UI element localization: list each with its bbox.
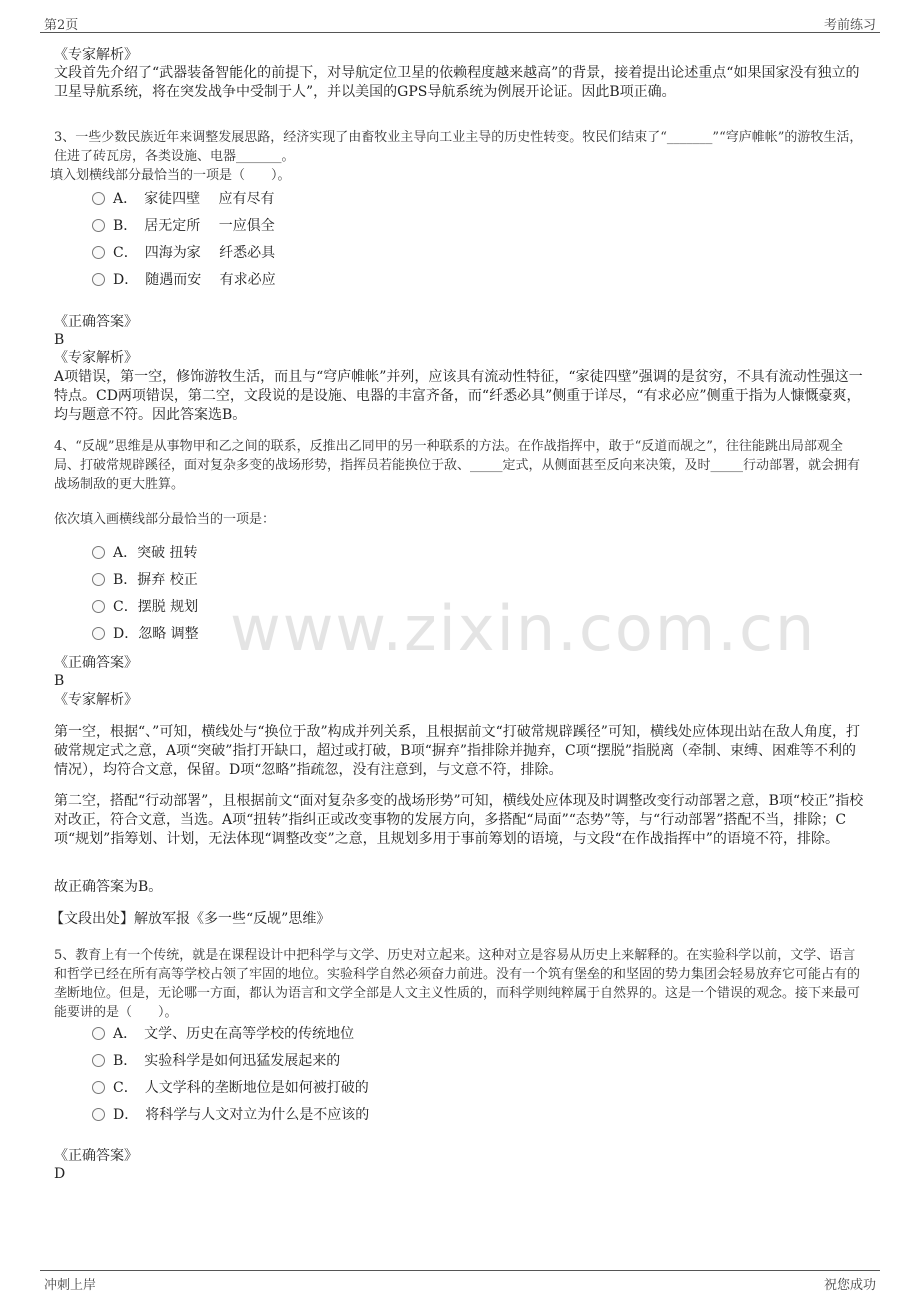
page-number: 第2页: [44, 18, 79, 33]
q4-option-a[interactable]: A．突破 扭转: [92, 542, 198, 564]
radio-icon[interactable]: [92, 273, 105, 286]
q3-analysis: A项错误，第一空，修饰游牧生活，而且与“穹庐帷帐”并列，应该具有流动性特征，“家徒四壁”强调的是贫穷，不具有流动性强这一特点。CD两项错误，第二空，文段说的是设施、电器的丰富齐备，而“纤悉必具”侧重于详尽，“有求必应”侧重于指为人慷慨豪爽，均与题意不符。因此答案选B。: [54, 369, 863, 423]
q4-analysis-p3: 故正确答案为B。: [54, 879, 163, 895]
radio-icon[interactable]: [92, 1081, 105, 1094]
watermark: www.zixin.com.cn: [230, 592, 817, 665]
radio-icon[interactable]: [92, 1027, 105, 1040]
q5-option-b[interactable]: B． 实验科学是如何迅猛发展起来的: [92, 1050, 340, 1072]
q4-option-d[interactable]: D．忽略 调整: [92, 623, 199, 645]
q3-option-a[interactable]: A． 家徒四壁 应有尽有: [92, 188, 275, 210]
footer-left: 冲刺上岸: [44, 1278, 97, 1293]
q4-option-c[interactable]: C．摆脱 规划: [92, 596, 198, 618]
q4-analysis-p2: 第二空，搭配“行动部署”，且根据前文“面对复杂多变的战场形势”可知，横线处应体现及时调整改变行动部署之意，B项“校正”指校对改正，符合文意，当选。A项“扭转”指纠正或改变事物的发展方向，多搭配“局面”“态势”等，与“行动部署”搭配不当，排除；C项“规划”指筹划、计划，无法体现“调整改变”之意，且规划多用于事前筹划的语境，与文段“在作战指挥中”的语境不符，排除。: [54, 793, 864, 847]
header-title: 考前练习: [823, 18, 876, 33]
q5-option-a[interactable]: A． 文学、历史在高等学校的传统地位: [92, 1023, 354, 1045]
radio-icon[interactable]: [92, 192, 105, 205]
q3-analysis-label: 《专家解析》: [54, 350, 138, 366]
q4-stem: 4、“反觇”思维是从事物甲和乙之间的联系，反推出乙同甲的另一种联系的方法。在作战指挥中，敢于“反道而觇之”，往往能跳出局部观全局、打破常规辟蹊径，面对复杂多变的战场形势，指挥员若能换位于敌、_____定式，从侧面甚至反向来决策，及时_____行动部署，就会拥有战场制敌的更大胜算。: [54, 439, 861, 492]
footer-right: 祝您成功: [823, 1278, 876, 1293]
q5-option-d[interactable]: D． 将科学与人文对立为什么是不应该的: [92, 1104, 369, 1126]
radio-icon[interactable]: [92, 546, 105, 559]
q3-answer: B: [54, 332, 65, 348]
q3-option-c[interactable]: C． 四海为家 纤悉必具: [92, 242, 275, 264]
page-header: [40, 8, 880, 33]
q2-analysis-label: 《专家解析》: [54, 47, 138, 63]
q3-prompt: 填入划横线部分最恰当的一项是（ ）。: [50, 168, 291, 183]
q4-answer: B: [54, 673, 65, 689]
radio-icon[interactable]: [92, 600, 105, 613]
radio-icon[interactable]: [92, 1108, 105, 1121]
radio-icon[interactable]: [92, 1054, 105, 1067]
q5-answer: D: [54, 1166, 66, 1182]
radio-icon[interactable]: [92, 573, 105, 586]
q4-source: 【文段出处】解放军报《多一些“反觇”思维》: [50, 911, 331, 927]
q4-answer-label: 《正确答案》: [54, 655, 138, 671]
q4-analysis-label: 《专家解析》: [54, 692, 138, 708]
q5-stem: 5、教育上有一个传统，就是在课程设计中把科学与文学、历史对立起来。这种对立是容易从历史上来解释的。在实验科学以前，文学、语言和哲学已经在所有高等学校占领了牢固的地位。实验科学自然必须奋力前进。没有一个筑有堡垒的和坚固的势力集团会轻易放弃它可能占有的垄断地位。但是，无论哪一方面，都认为语言和文学全部是人文主义性质的，而科学则纯粹属于自然界的。这是一个错误的观念。接下来最可能要讲的是（ ）。: [54, 948, 861, 1020]
q3-option-b[interactable]: B． 居无定所 一应俱全: [92, 215, 275, 237]
radio-icon[interactable]: [92, 246, 105, 259]
q3-answer-label: 《正确答案》: [54, 314, 138, 330]
q3-stem: 3、一些少数民族近年来调整发展思路，经济实现了由畜牧业主导向工业主导的历史性转变。牧民们结束了“_______”“穹庐帷帐”的游牧生活，住进了砖瓦房，各类设施、电器_______。: [54, 130, 863, 164]
q5-answer-label: 《正确答案》: [54, 1148, 138, 1164]
q4-option-b[interactable]: B．摒弃 校正: [92, 569, 198, 591]
q4-prompt: 依次填入画横线部分最恰当的一项是：: [54, 512, 276, 527]
q4-analysis-p1: 第一空，根据“、”可知，横线处与“换位于敌”构成并列关系，且根据前文“打破常规辟蹊径”可知，横线处应体现出站在敌人角度，打破常规定式之意，A项“突破”指打开缺口，超过或打破，B项“摒弃”指排除并抛弃，C项“摆脱”指脱离（牵制、束缚、困难等不利的情况），均符合文意，保留。D项“忽略”指疏忽，没有注意到，与文意不符，排除。: [54, 724, 860, 778]
q2-analysis: 文段首先介绍了“武器装备智能化的前提下，对导航定位卫星的依赖程度越来越高”的背景，接着提出论述重点“如果国家没有独立的卫星导航系统，将在突发战争中受制于人”，并以美国的GPS导航系统为例展开论证。因此B项正确。: [54, 65, 860, 100]
q5-option-c[interactable]: C． 人文学科的垄断地位是如何被打破的: [92, 1077, 369, 1099]
q3-option-d[interactable]: D． 随遇而安 有求必应: [92, 269, 276, 291]
radio-icon[interactable]: [92, 219, 105, 232]
page-footer: [40, 1270, 880, 1295]
radio-icon[interactable]: [92, 627, 105, 640]
